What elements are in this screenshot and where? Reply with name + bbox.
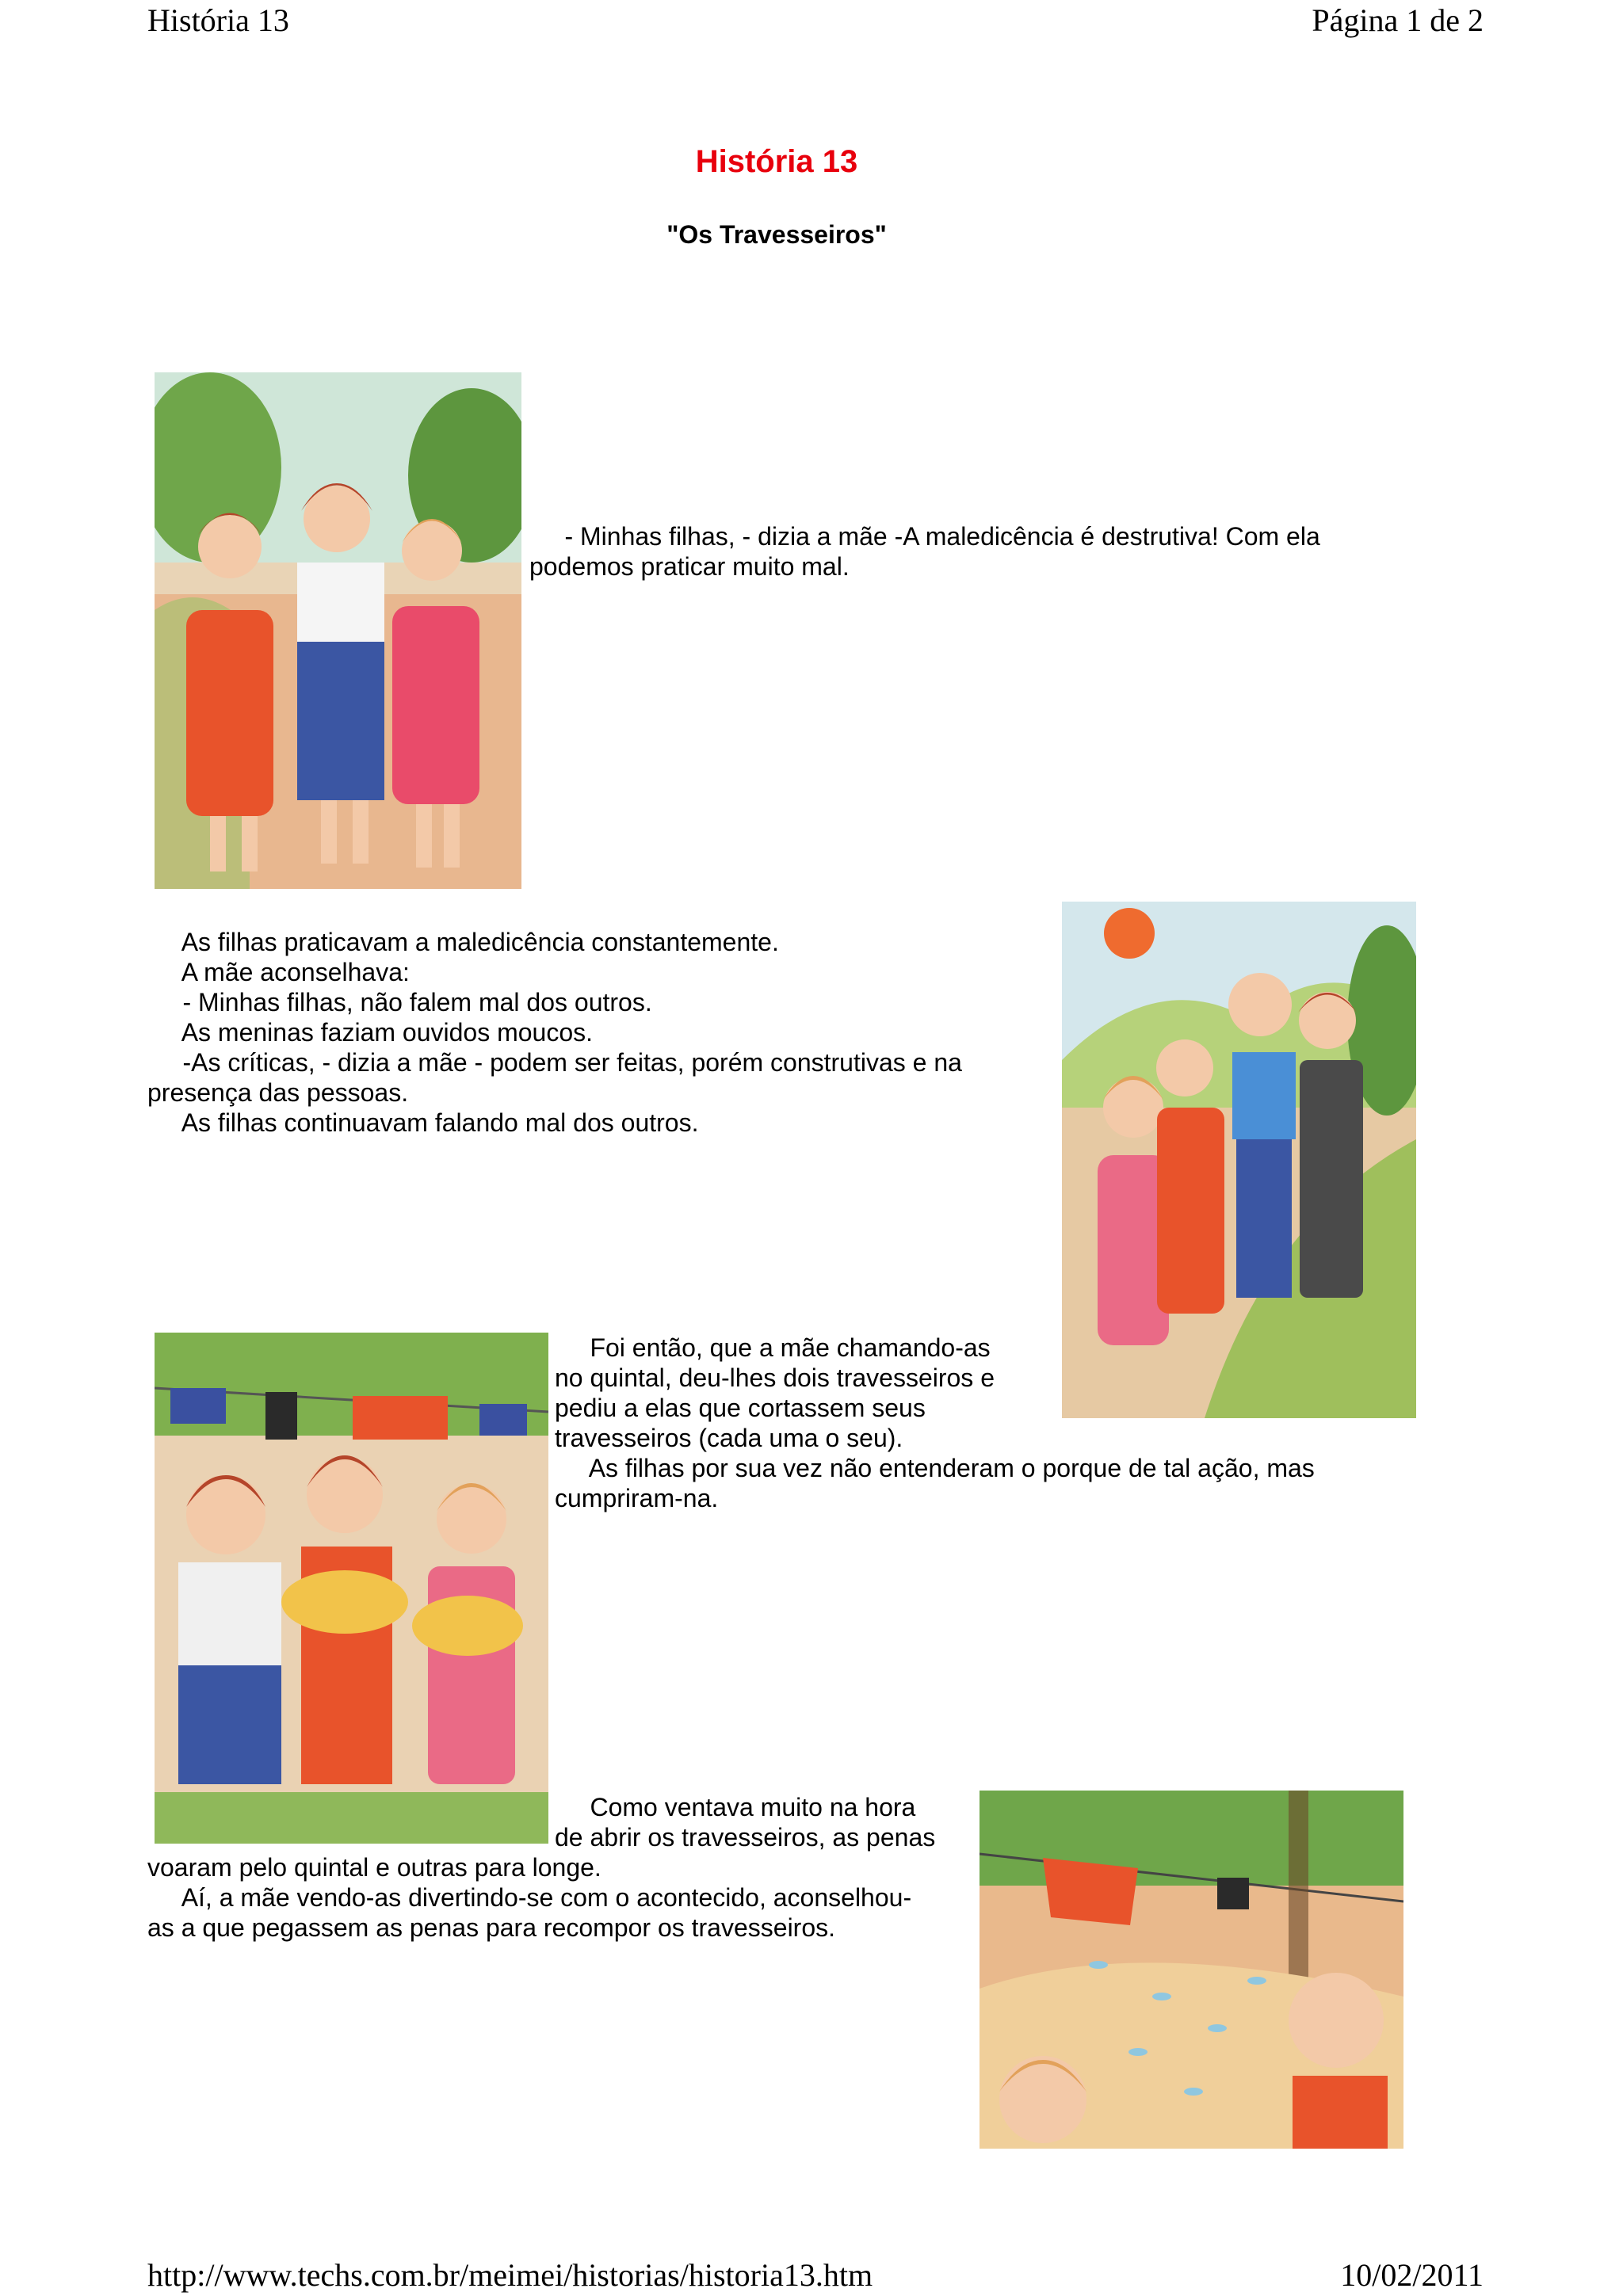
paragraph-2 [147, 927, 962, 1138]
story-subtitle: "Os Travesseiros" [666, 220, 887, 249]
paragraph-4-line-3: voaram pelo quintal e outras para longe. [147, 1853, 601, 1882]
paragraph-4-line-2: de abrir os travesseiros, as penas [555, 1823, 936, 1852]
paragraph-2-line-6: presença das pessoas. [147, 1078, 409, 1107]
paragraph-2-line-1: As filhas praticavam a maledicência constantemente. [147, 928, 779, 956]
paragraph-2-line-5: -As críticas, - dizia a mãe - podem ser feitas, porém construtivas e na [147, 1048, 962, 1077]
paragraph-4-line-4: Aí, a mãe vendo-as divertindo-se com o acontecido, aconselhou- [147, 1883, 912, 1912]
paragraph-4-line-1: Como ventava muito na hora [555, 1793, 916, 1821]
paragraph-3-line-2: no quintal, deu-lhes dois travesseiros e [555, 1363, 995, 1392]
paragraph-1 [529, 521, 1320, 582]
paragraph-1-line-2: podemos praticar muito mal. [529, 552, 850, 581]
paragraph-4-line-5: as a que pegassem as penas para recompor os travesseiros. [147, 1913, 836, 1942]
paragraph-3-line-5: As filhas por sua vez não entenderam o porque de tal ação, mas [555, 1454, 1315, 1482]
paragraph-3-line-3: pediu a elas que cortassem seus [555, 1394, 926, 1422]
illustration-three-girls [155, 372, 521, 889]
illustration-feathers-flying [980, 1791, 1403, 2149]
paragraph-2-line-2: A mãe aconselhava: [147, 958, 410, 986]
paragraph-1-line-1: - Minhas filhas, - dizia a mãe -A maledicência é destrutiva! Com ela [529, 522, 1320, 551]
paragraph-3-line-1: Foi então, que a mãe chamando-as [555, 1333, 991, 1362]
footer-url: http://www.techs.com.br/meimei/historias/historia13.htm [147, 2257, 873, 2293]
paragraph-3-line-4: travesseiros (cada uma o seu). [555, 1424, 903, 1452]
header-title: História 13 [147, 2, 289, 38]
paragraph-2-line-3: - Minhas filhas, não falem mal dos outros. [147, 988, 652, 1016]
header-page-number: Página 1 de 2 [1312, 2, 1484, 38]
illustration-cutting-pillows [155, 1333, 548, 1844]
paragraph-2-line-4: As meninas faziam ouvidos moucos. [147, 1018, 594, 1047]
footer-date: 10/02/2011 [1340, 2257, 1484, 2293]
page-title: História 13 [695, 144, 858, 179]
paragraph-3 [555, 1333, 1315, 1513]
paragraph-2-line-7: As filhas continuavam falando mal dos outros. [147, 1108, 699, 1137]
paragraph-4 [147, 1792, 935, 1943]
paragraph-3-line-6: cumpriram-na. [555, 1484, 719, 1512]
